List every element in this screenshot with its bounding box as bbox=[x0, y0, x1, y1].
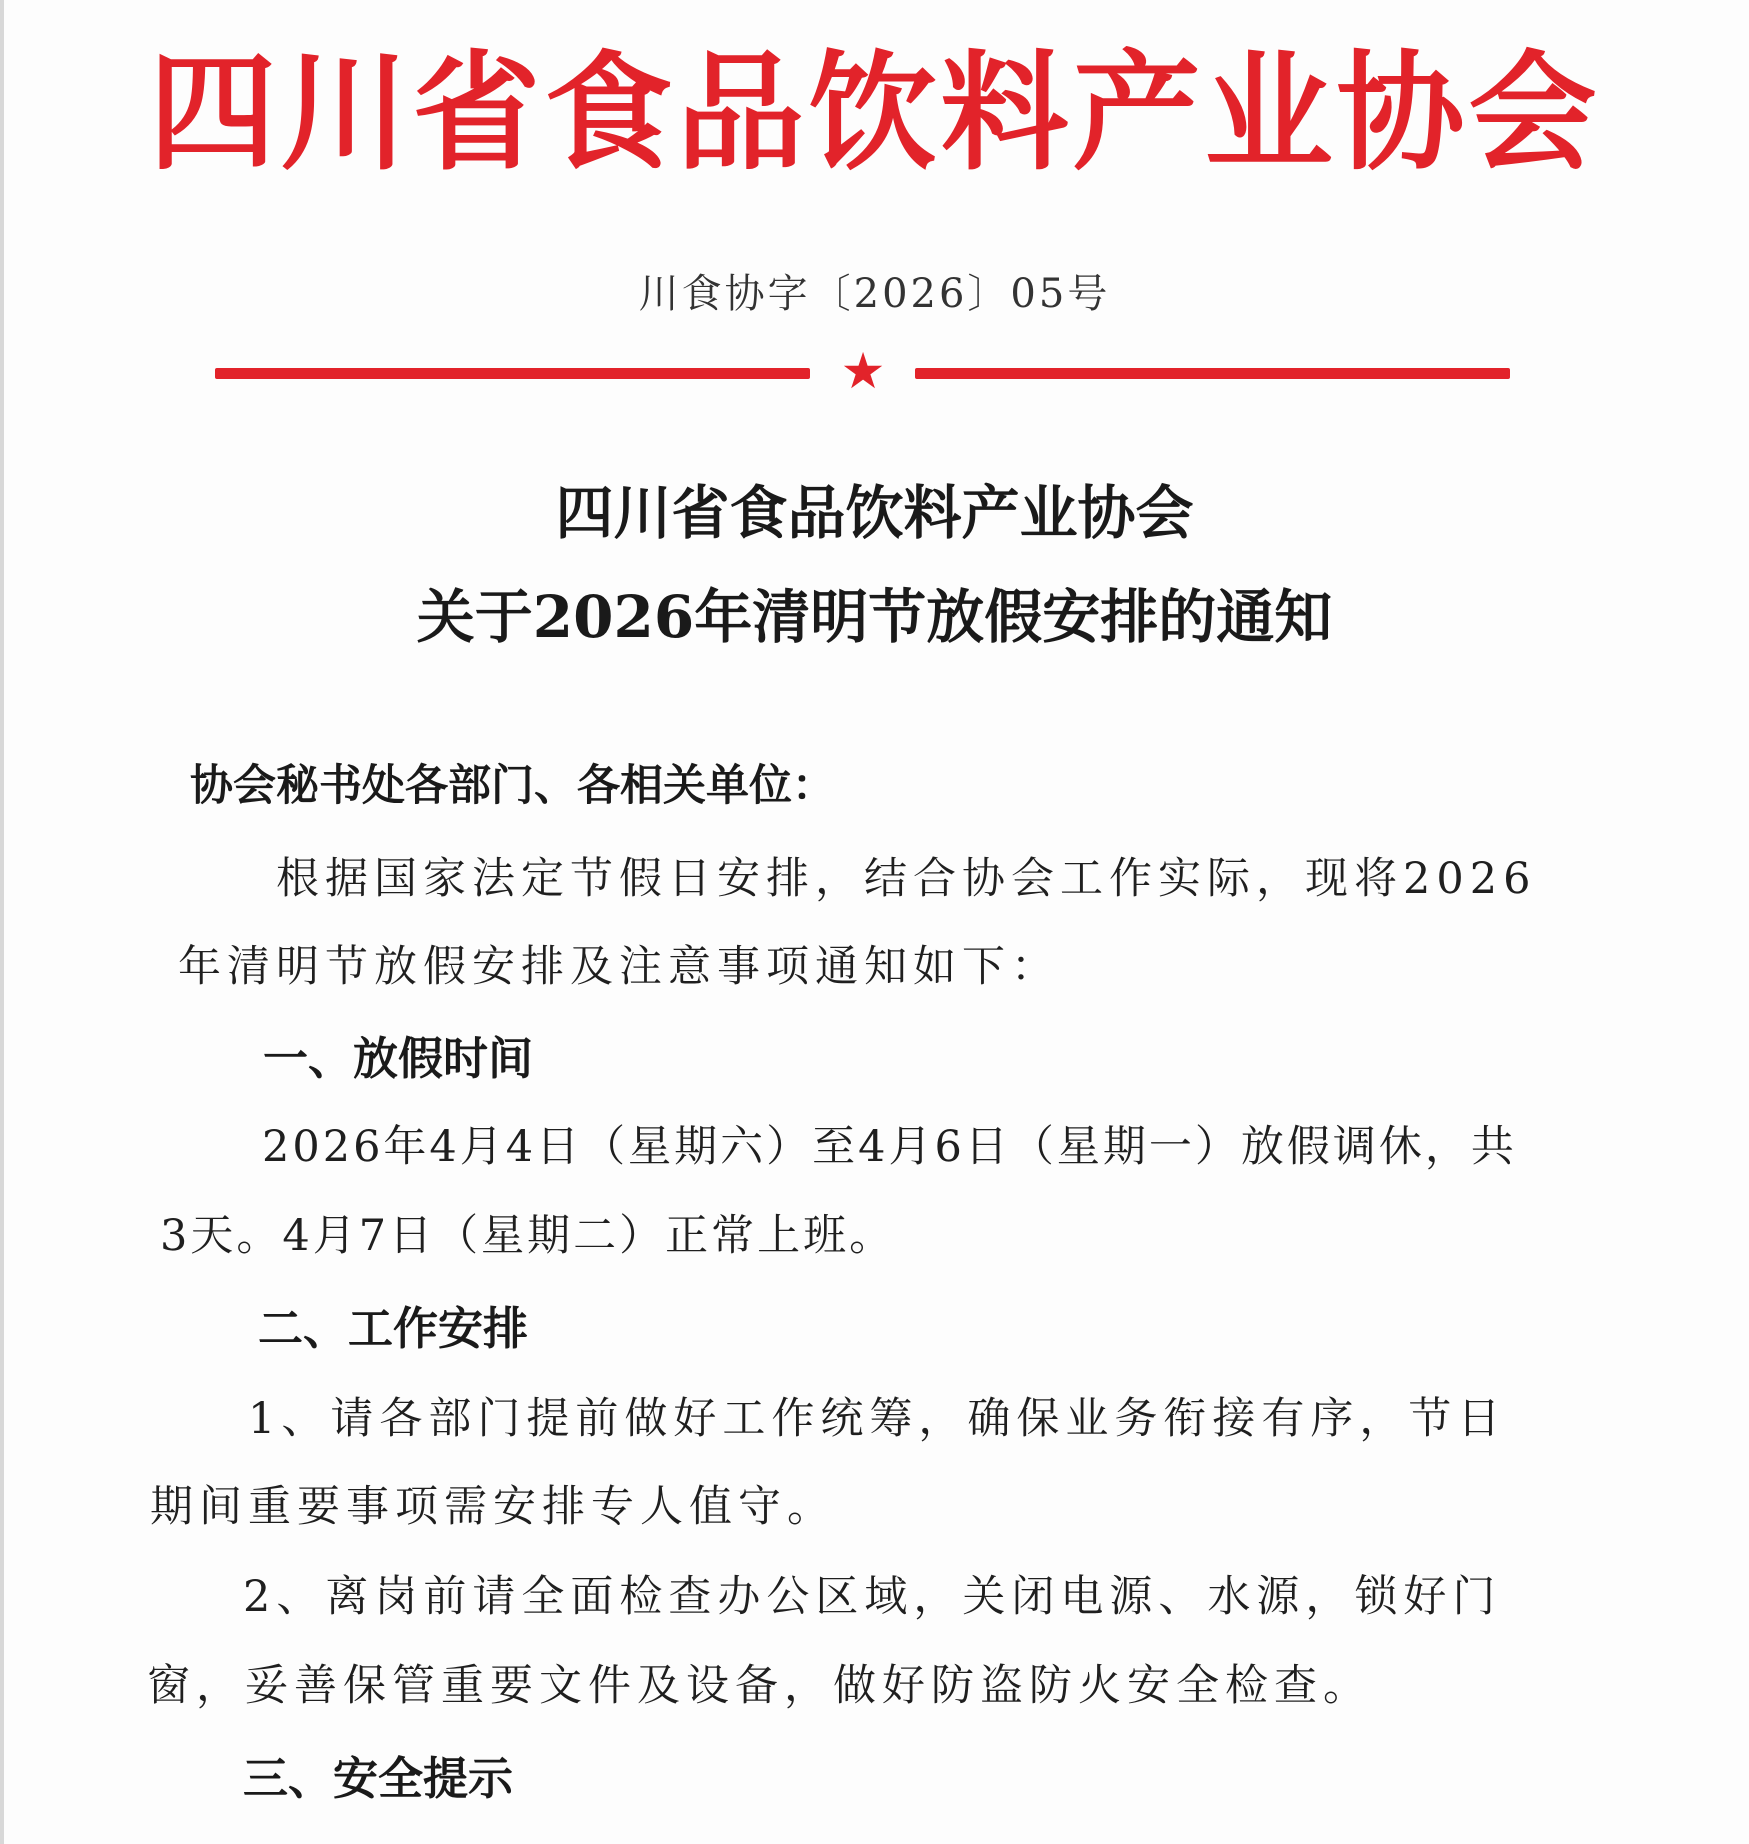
org-letterhead: 四川省食品饮料产业协会 bbox=[148, 38, 1601, 188]
holiday-time-line-2: 3天。4月7日（星期二）正常上班。 bbox=[160, 1211, 896, 1261]
header-divider bbox=[215, 342, 1510, 400]
salutation: 协会秘书处各部门、各相关单位： bbox=[190, 761, 835, 811]
section-heading-work-arrangement: 二、工作安排 bbox=[258, 1302, 529, 1355]
divider-line-right bbox=[915, 368, 1510, 379]
star-icon: ★ bbox=[840, 342, 886, 400]
notice-title-line-2: 关于2026年清明节放假安排的通知 bbox=[416, 583, 1333, 651]
divider-line-left bbox=[215, 368, 810, 379]
work-item-1-line-1: 1、请各部门提前做好工作统筹，确保业务衔接有序，节日 bbox=[248, 1394, 1507, 1444]
document-number: 川食协字〔2026〕05号 bbox=[638, 271, 1111, 317]
work-item-1-line-2: 期间重要事项需安排专人值守。 bbox=[150, 1482, 836, 1532]
work-item-2-line-1: 2、离岗前请全面检查办公区域，关闭电源、水源，锁好门 bbox=[243, 1572, 1502, 1622]
intro-line-1: 根据国家法定节假日安排，结合协会工作实际，现将2026 bbox=[276, 854, 1537, 904]
work-item-2-line-2: 窗，妥善保管重要文件及设备，做好防盗防火安全检查。 bbox=[147, 1661, 1372, 1711]
holiday-time-line-1: 2026年4月4日（星期六）至4月6日（星期一）放假调休，共 bbox=[262, 1122, 1517, 1172]
section-heading-holiday-time: 一、放假时间 bbox=[263, 1032, 534, 1085]
intro-line-2: 年清明节放假安排及注意事项通知如下： bbox=[178, 942, 1060, 992]
section-heading-safety-tips: 三、安全提示 bbox=[243, 1752, 514, 1805]
notice-title-line-1: 四川省食品饮料产业协会 bbox=[555, 479, 1194, 547]
